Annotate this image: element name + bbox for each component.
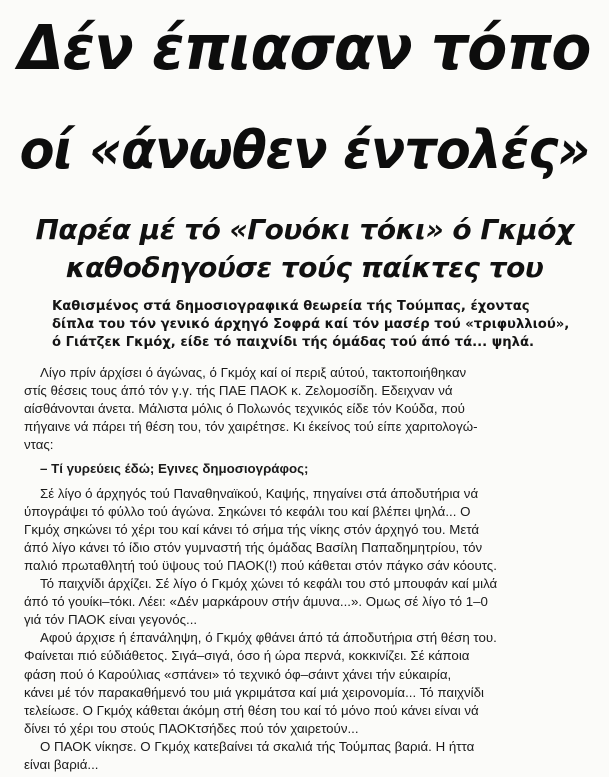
body-line: Λίγο πρίν άρχίσει ό άγώνας, ό Γκμόχ καί οί περιξ αύτού, τακτοποιήθηκαν bbox=[40, 365, 467, 380]
body-line: Τό παιχνίδι άρχίζει. Σέ λίγο ό Γκμόχ χώνει τό κεφάλι του στό μπουφάν καί μιλά bbox=[40, 576, 498, 592]
body-line: άπό τό γουίκι–τόκι. Λέει: «Δέν μαρκάρουν στήν άμυνα...». Ομως σέ λίγο τό 1–0 bbox=[24, 594, 488, 610]
body-line: Σέ λίγο ό άρχηγός τού Παναθηναϊκού, Καψής, πηγαίνει στά άποδυτήρια νά bbox=[40, 485, 479, 501]
body-line: άπό λίγο κάνει τό ίδιο στόν γυμναστή τής όμάδας Βασίλη Παπαδημητρίου, τόν bbox=[24, 539, 483, 555]
body-line: είναι βαριά... bbox=[24, 756, 99, 772]
paragraph bbox=[24, 364, 608, 454]
headline-line-2: οί «άνωθεν έντολές» bbox=[19, 118, 590, 181]
body-line: Αφού άρχισε ή έπανάληψη, ό Γκμόχ φθάνει άπό τά άποδυτήρια στή θέση του. bbox=[40, 630, 497, 646]
lead-line: ό Γιάτζεκ Γκμόχ, είδε τό παιχνίδι τής όμάδας τού άπό τά... ψηλά. bbox=[52, 335, 535, 350]
headline-line-1: Δέν έπιασαν τόπο bbox=[18, 13, 591, 84]
body-line: Ο ΠΑΟΚ νίκησε. Ο Γκμόχ κατεβαίνει τά σκαλιά τής Τούμπας βαριά. Η ήττα bbox=[40, 738, 475, 754]
body-line: Φαίνεται πιό εύδιάθετος. Σιγά–σιγά, όσο ή ώρα περνά, κοκκινίζει. Σέ κάποια bbox=[24, 648, 470, 664]
body-line: ντας: bbox=[24, 437, 54, 453]
quote-line: – Τί γυρεύεις έδώ; Εγινες δημοσιογράφος; bbox=[40, 461, 309, 477]
body-line: αίσθάνονται άνετα. Μάλιστα μόλις ό Πολωνός τεχνικός είδε τόν Κούδα, πού bbox=[24, 401, 465, 417]
subheadline-line-2: καθοδηγούσε τούς παίκτες του bbox=[65, 251, 544, 284]
body-line: στίς θέσεις τους άπό τόν γ.γ. τής ΠΑΕ ΠΑΟΚ κ. Ζελομοσίδη. Εδειχναν νά bbox=[24, 383, 453, 399]
body-line: γιά τόν ΠΑΟΚ είναι γεγονός... bbox=[24, 612, 198, 628]
body-line: δίνει τό χέρι του στούς ΠΑΟΚτσήδες πού τόν χαιρετούν... bbox=[24, 720, 359, 736]
paragraph bbox=[24, 485, 608, 575]
quote-paragraph bbox=[24, 460, 608, 478]
paragraph bbox=[24, 738, 608, 774]
body-line: φάση πού ό Καρούλιας «σπάνει» τό τεχνικό όφ–σάιντ χάνει τήν εύκαιρία, bbox=[24, 666, 452, 682]
paragraph bbox=[24, 629, 608, 738]
subheadline-line-1: Παρέα μέ τό «Γουόκι τόκι» ό Γκμόχ bbox=[35, 213, 574, 246]
body-line: κάνει μέ τόν παρακαθήμενό του μιά γκριμάτσα καί μιά χειρονομία... Τό παιχνίδι bbox=[24, 684, 484, 700]
lead-paragraph bbox=[52, 298, 604, 352]
article-body bbox=[24, 364, 608, 774]
body-line: Γκμόχ σηκώνει τό χέρι του καί κάνει τό σήμα τής νίκης στόν άρχηγό του. Μετά bbox=[24, 521, 480, 537]
body-line: τελείωσε. Ο Γκμόχ κάθεται άκόμη στή θέση του καί τό μόνο πού κάνει είναι νά bbox=[24, 702, 479, 718]
lead-line: Καθισμένος στά δημοσιογραφικά θεωρεία τής Τούμπας, έχοντας bbox=[52, 299, 530, 314]
body-line: πήγαινε νά πάρει τή θέση του, τόν χαιρέτησε. Κι έκείνος τού είπε χαριτολογώ- bbox=[24, 419, 478, 435]
paragraph bbox=[24, 575, 608, 629]
body-line: παλιό πρωταθλητή τού ϋψους τού ΠΑΟΚ(!) πού κάθεται στόν πάγκο σάν κόουτς. bbox=[24, 557, 497, 573]
body-line: ύπογράψει τό φύλλο τού άγώνα. Σηκώνει τό κεφάλι του καί βλέπει ψηλά... Ο bbox=[24, 503, 471, 519]
lead-line: δίπλα του τόν γενικό άρχηγό Σοφρά καί τόν μασέρ τού «τριφυλλιού», bbox=[52, 317, 570, 332]
